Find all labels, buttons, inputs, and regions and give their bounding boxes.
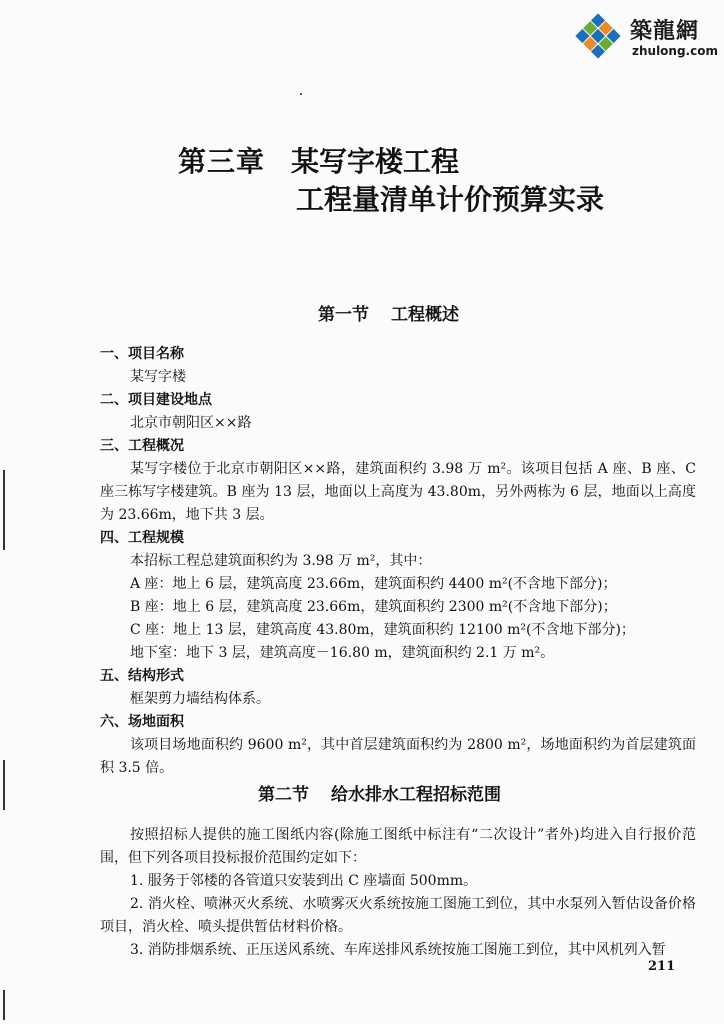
section1-number: 第一节 [318, 305, 369, 325]
zhulong-logo-icon [572, 10, 624, 62]
scan-edge-mark [3, 760, 5, 810]
page-number: 211 [648, 959, 676, 974]
logo-en-text: zhulong.com [632, 44, 718, 58]
logo-cn-text: 築龍網 [630, 19, 700, 44]
section1-content [100, 343, 696, 780]
section2-paragraph: 3. 消防排烟系统、正压送风系统、车库送排风系统按施工图施工到位，其中风机列入暂 [130, 942, 666, 958]
item-heading: 二、项目建设地点 [100, 392, 212, 408]
item-paragraph: 某写字楼位于北京市朝阳区××路，建筑面积约 3.98 万 m²。该项目包括 A 座、B 座、C 座三栋写字楼建筑。B 座为 13 层，地面以上高度为 43.80m，另外两栋为 6 层，地面以上高度为 23.66m，地下共 3 层。 [100, 461, 696, 523]
chapter-title [178, 143, 604, 219]
item-heading: 三、工程概况 [100, 438, 184, 454]
item-paragraph: 某写字楼 [130, 369, 186, 385]
item-paragraph: 北京市朝阳区××路 [130, 415, 252, 431]
chapter-title-line2: 工程量清单计价预算实录 [296, 183, 605, 216]
item-paragraph: 该项目场地面积约 9600 m²，其中首层建筑面积约为 2800 m²，场地面积约为首层建筑面积 3.5 倍。 [100, 737, 696, 776]
section1-title [318, 300, 459, 325]
scan-edge-mark [3, 470, 5, 550]
section2-number: 第二节 [258, 785, 309, 805]
item-paragraph: 本招标工程总建筑面积约为 3.98 万 m²，其中： [130, 553, 432, 569]
section2-paragraph: 2. 消火栓、喷淋灭火系统、水喷雾灭火系统按施工图施工到位，其中水泵列入暂估设备价格项目，消火栓、喷头提供暂估材料价格。 [100, 896, 696, 935]
item-paragraph: C 座：地上 13 层，建筑高度 43.80m，建筑面积约 12100 m²(不含地下部分)； [130, 622, 635, 638]
scan-dot [300, 93, 302, 95]
item-paragraph: 地下室：地下 3 层，建筑高度－16.80 m，建筑面积约 2.1 万 m²。 [130, 645, 555, 661]
section2-title [258, 780, 501, 805]
item-paragraph: 框架剪力墙结构体系。 [130, 691, 270, 707]
section2-heading: 给水排水工程招标范围 [331, 785, 501, 805]
item-paragraph: B 座：地上 6 层，建筑高度 23.66m，建筑面积约 2300 m²(不含地下部分)； [130, 599, 617, 615]
item-heading: 六、场地面积 [100, 714, 184, 730]
item-heading: 四、工程规模 [100, 530, 184, 546]
section2-content [100, 824, 696, 962]
section1-heading: 工程概述 [391, 305, 459, 325]
item-heading: 五、结构形式 [100, 668, 184, 684]
chapter-title-line1: 某写字楼工程 [291, 145, 460, 178]
chapter-number: 第三章 [178, 145, 266, 178]
zhulong-logo [570, 6, 720, 66]
item-heading: 一、项目名称 [100, 346, 184, 362]
section2-paragraph: 按照招标人提供的施工图纸内容(除施工图纸中标注有“二次设计”者外)均进入自行报价范围，但下列各项目投标报价范围约定如下： [100, 827, 696, 866]
item-paragraph: A 座：地上 6 层，建筑高度 23.66m，建筑面积约 4400 m²(不含地下部分)； [130, 576, 617, 592]
section2-paragraph: 1. 服务于邻楼的各管道只安装到出 C 座墙面 500mm。 [130, 873, 478, 889]
scan-edge-mark [3, 990, 5, 1020]
